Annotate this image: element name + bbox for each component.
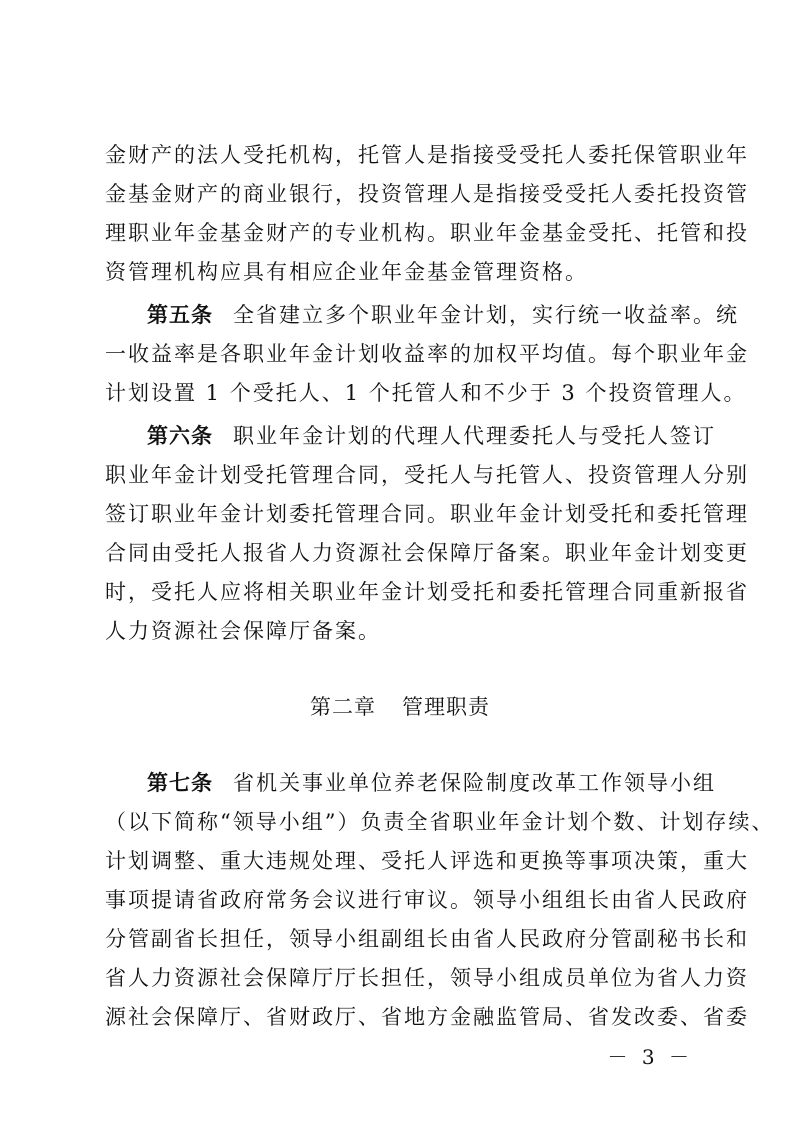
text-line: 省人力资源社会保障厅厅长担任，领导小组成员单位为省人力资 — [105, 966, 749, 990]
article-7 — [105, 764, 775, 1037]
chapter-number: 第二章 — [310, 695, 376, 719]
chapter-heading — [105, 688, 695, 727]
article-5-label: 第五条 — [147, 303, 213, 327]
text-line: 分管副省长担任，领导小组副组长由省人民政府分管副秘书长和 — [105, 927, 749, 951]
text-line: 理职业年金基金财产的专业机构。职业年金基金受托、托管和投 — [105, 221, 749, 245]
text-line: 签订职业年金计划委托管理合同。职业年金计划受托和委托管理 — [105, 502, 749, 526]
text-line: 人力资源社会保障厅备案。 — [105, 619, 381, 643]
text-line: 金基金财产的商业银行，投资管理人是指接受受托人委托投资管 — [105, 182, 749, 206]
article-6-label: 第六条 — [147, 424, 213, 448]
text-line: 资管理机构应具有相应企业年金基金管理资格。 — [105, 260, 588, 284]
text-line: 计划设置 1 个受托人、1 个托管人和不少于 3 个投资管理人。 — [105, 381, 747, 405]
document-body — [105, 136, 775, 1037]
text-line: （以下简称“领导小组”）负责全省职业年金计划个数、计划存续、 — [105, 810, 775, 834]
text-line: 职业年金计划受托管理合同，受托人与托管人、投资管理人分别 — [105, 463, 749, 487]
text-segment: 全省建立多个职业年金计划，实行统一收益率。统 — [233, 303, 739, 327]
text-line: 事项提请省政府常务会议进行审议。领导小组组长由省人民政府 — [105, 888, 749, 912]
text-line: 金财产的法人受托机构，托管人是指接受受托人委托保管职业年 — [105, 143, 749, 167]
chapter-title: 管理职责 — [402, 695, 490, 719]
text-segment: 省机关事业单位养老保险制度改革工作领导小组 — [233, 771, 716, 795]
text-line: 合同由受托人报省人力资源社会保障厅备案。职业年金计划变更 — [105, 541, 749, 565]
article-6 — [105, 417, 749, 651]
page-number: － 3 － — [607, 1045, 693, 1069]
text-segment: 职业年金计划的代理人代理委托人与受托人签订 — [233, 424, 716, 448]
text-line: 一收益率是各职业年金计划收益率的加权平均值。每个职业年金 — [105, 342, 749, 366]
text-line: 计划调整、重大违规处理、受托人评选和更换等事项决策，重大 — [105, 849, 749, 873]
text-line — [105, 764, 716, 803]
article-5 — [105, 296, 749, 413]
text-line — [105, 296, 739, 335]
text-line: 时，受托人应将相关职业年金计划受托和委托管理合同重新报省 — [105, 580, 749, 604]
text-line: 源社会保障厅、省财政厅、省地方金融监管局、省发改委、省委 — [105, 1005, 749, 1029]
article-7-label: 第七条 — [147, 771, 213, 795]
text-line — [105, 417, 716, 456]
paragraph-continuation — [105, 136, 749, 292]
